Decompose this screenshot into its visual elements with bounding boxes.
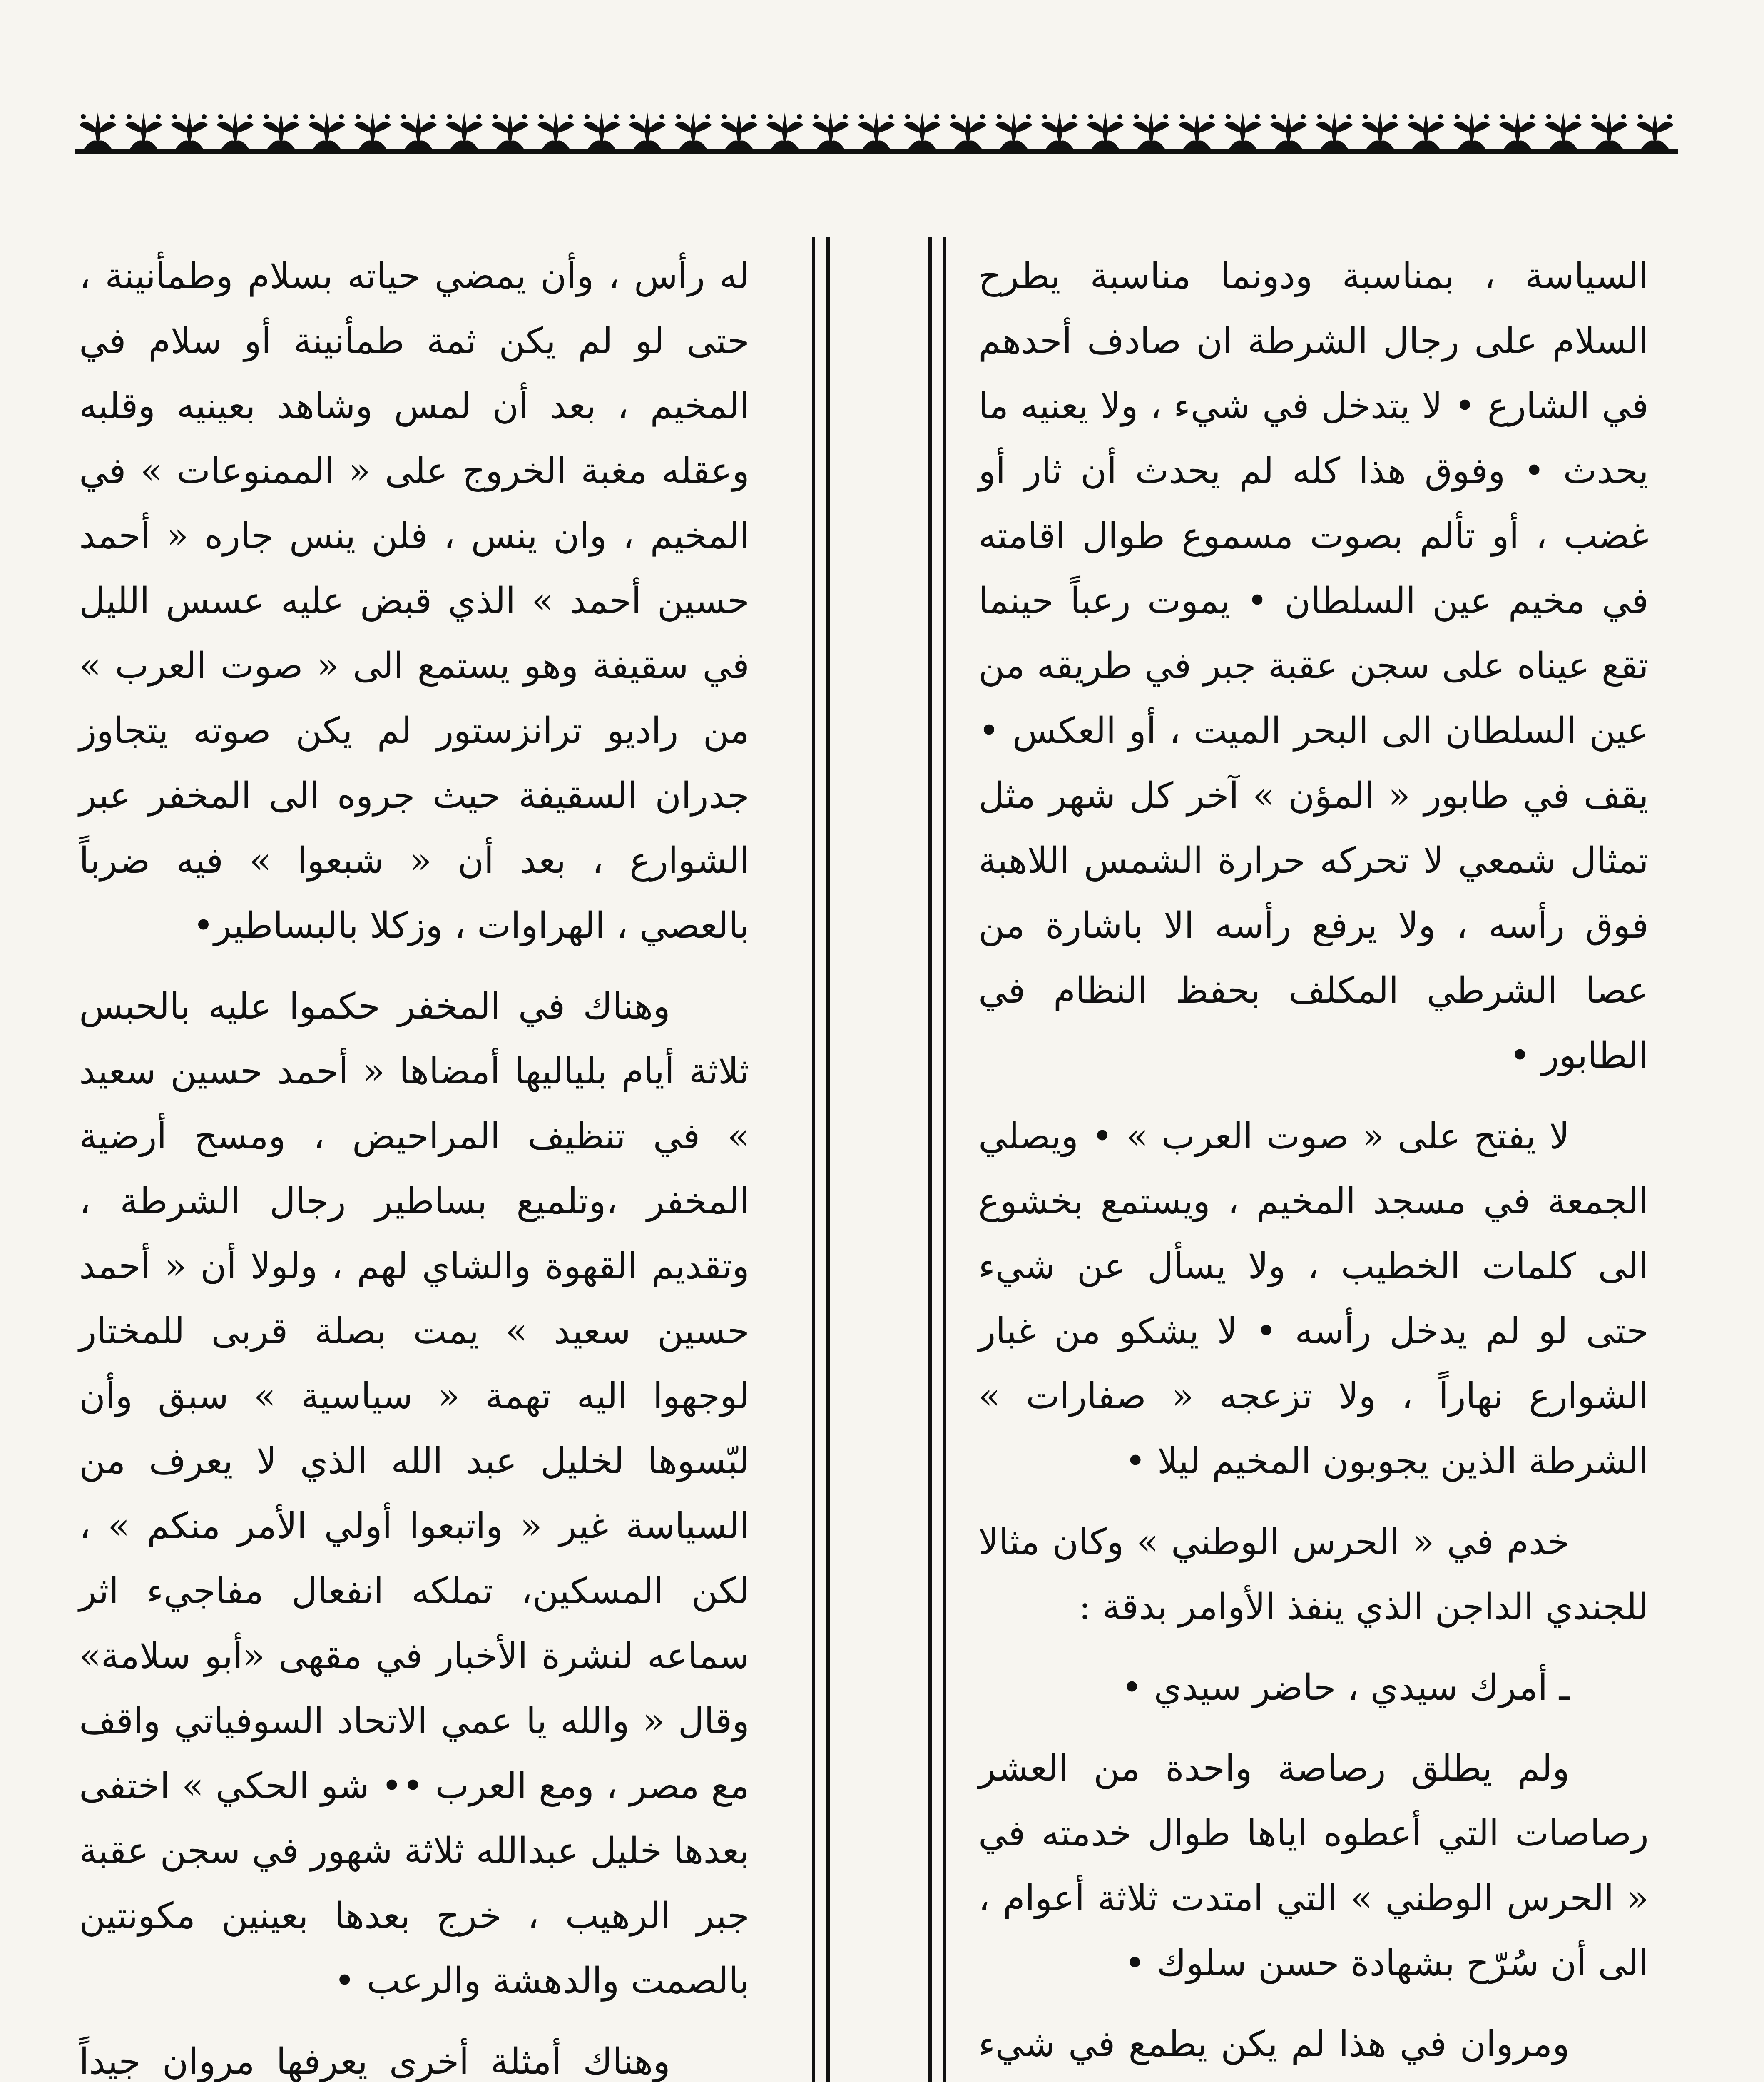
left-column: [79, 244, 749, 2082]
column-divider: [826, 237, 830, 2082]
paragraph: السياسة ، بمناسبة ودونما مناسبة يطرح السلام على رجال الشرطة ان صادف أحدهم في الشارع • لا يتدخل في شيء ، ولا يعنيه ما يحدث • وفوق هذا كله لم يحدث أن ثار أو غضب ، أو تألم بصوت مسموع طوال اقامته في مخيم عين السلطان • يموت رعباً حينما تقع عيناه على سجن عقبة جبر في طريقه من عين السلطان الى البحر الميت ، أو العكس • يقف في طابور « المؤن » آخر كل شهر مثل تمثال شمعي لا تحركه حرارة الشمس اللاهبة فوق رأسه ، ولا يرفع رأسه الا باشارة من عصا الشرطي المكلف بحفظ النظام في الطابور •: [978, 255, 1649, 1076]
paragraph: خدم في « الحرس الوطني » وكان مثالا للجندي الداجن الذي ينفذ الأوامر بدقة :: [978, 1521, 1649, 1628]
paragraph: ومروان في هذا لم يكن يطمع في شيء: [978, 2023, 1570, 2065]
paragraph: ـ أمرك سيدي ، حاضر سيدي •: [1121, 1667, 1570, 1708]
paragraph: وهناك أمثلة أخرى يعرفها مروان جيداً: [79, 2041, 670, 2082]
column-divider: [928, 237, 932, 2082]
column-divider: [943, 237, 946, 2082]
paragraph: له رأس ، وأن يمضي حياته بسلام وطمأنينة ، حتى لو لم يكن ثمة طمأنينة أو سلام في المخيم ، بعد أن لمس وشاهد بعينيه وقلبه وعقله مغبة الخروج على « الممنوعات » في المخيم ، وان ينس ، فلن ينس جاره « أحمد حسين أحمد » الذي قبض عليه عسس الليل في سقيفة وهو يستمع الى « صوت العرب » من راديو ترانزستور لم يكن صوته يتجاوز جدران السقيفة حيث جروه الى المخفر عبر الشوارع ، بعد أن « شبعوا » فيه ضرباً بالعصي ، الهراوات ، وزكلا بالبساطير•: [79, 255, 749, 946]
paragraph: لا يفتح على « صوت العرب » • ويصلي الجمعة في مسجد المخيم ، ويستمع بخشوع الى كلمات الخطيب ، ولا يسأل عن شيء حتى لو لم يدخل رأسه • لا يشكو من غبار الشوارع نهاراً ، ولا تزعجه « صفارات » الشرطة الذين يجوبون المخيم ليلا •: [978, 1116, 1649, 1482]
decorative-border-icon: [75, 108, 1678, 154]
right-column: [978, 244, 1649, 2082]
column-divider: [812, 237, 815, 2082]
paragraph: وهناك في المخفر حكموا عليه بالحبس ثلاثة أيام بلياليها أمضاها « أحمد حسين سعيد » في تنظيف المراحيض ، ومسح أرضية المخفر ،وتلميع بساطير رجال الشرطة ، وتقديم القهوة والشاي لهم ، ولولا أن « أحمد حسين سعيد » يمت بصلة قربى للمختار لوجهوا اليه تهمة « سياسية » سبق وأن لبّسوها لخليل عبد الله الذي لا يعرف من السياسة غير « واتبعوا أولي الأمر منكم » ، لكن المسكين، تملكه انفعال مفاجيء اثر سماعه لنشرة الأخبار في مقهى «أبو سلامة» وقال « والله يا عمي الاتحاد السوفياتي واقف مع مصر ، ومع العرب •• شو الحكي » اختفى بعدها خليل عبدالله ثلاثة شهور في سجن عقبة جبر الرهيب ، خرج بعدها بعينين مكونتين بالصمت والدهشة والرعب •: [79, 986, 749, 2002]
paragraph: ولم يطلق رصاصة واحدة من العشر رصاصات التي أعطوه اياها طوال خدمته في « الحرس الوطني » التي امتدت ثلاثة أعوام ، الى أن سُرّح بشهادة حسن سلوك •: [978, 1748, 1649, 1984]
